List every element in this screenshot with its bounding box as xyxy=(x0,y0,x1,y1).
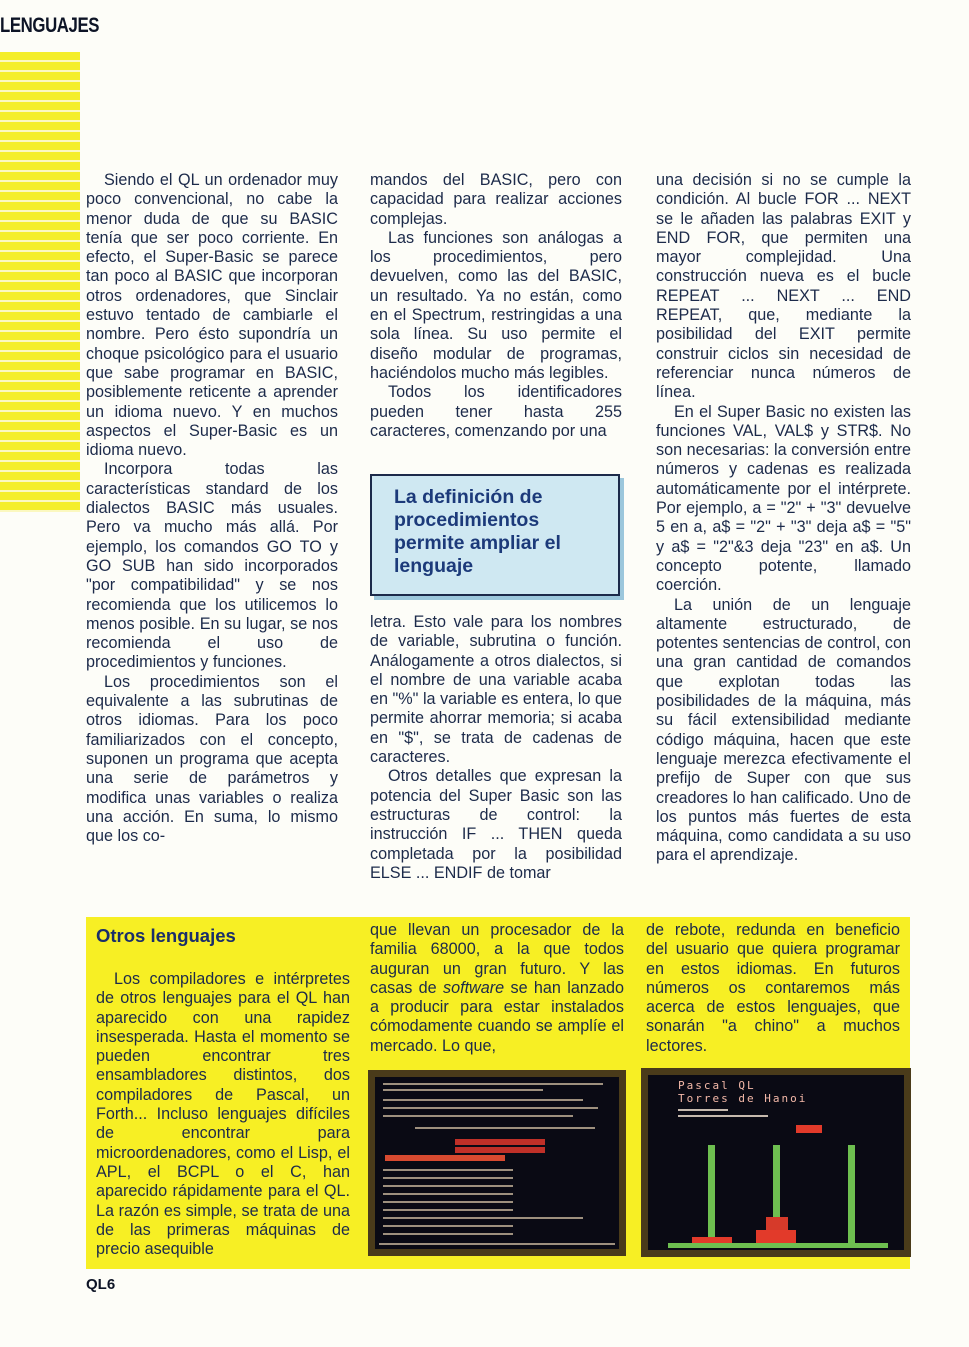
sidebar-column-2 xyxy=(370,921,624,1056)
paragraph: mandos del BASIC, pero con capacidad para realizar acciones complejas. xyxy=(370,171,622,228)
screen-text-line xyxy=(383,1099,583,1101)
screen-text-line xyxy=(379,1243,615,1245)
screen-highlight-bar xyxy=(385,1155,505,1161)
screen-highlight-bar xyxy=(455,1139,545,1145)
screen-text-line xyxy=(678,1115,768,1117)
hanoi-peg xyxy=(708,1145,715,1245)
screenshot-assembler-editor xyxy=(368,1070,626,1256)
screen-text-line xyxy=(415,1127,595,1129)
hanoi-disk xyxy=(796,1125,822,1133)
paragraph: Siendo el QL un ordenador muy poco convencional, no cabe la menor duda de que su BASIC tenía que ser poco corriente. En efecto, el Super-Basic se parece tan poco al BASIC que incorporan otros ordenadores, que Sinclair estuvo tentado de cambiarle el nombre. Pero ésto supondría un choque psicológico para el usuario que sabe programar en BASIC, posiblemente reticente a aprender un idioma nuevo. Y en muchos aspectos el Super-Basic es un idioma nuevo. xyxy=(86,171,338,460)
page-number: QL6 xyxy=(86,1276,116,1293)
hanoi-base xyxy=(668,1243,888,1248)
screen-text-line xyxy=(383,1115,573,1117)
sidebar-title: Otros lenguajes xyxy=(96,925,236,946)
screen-text-line xyxy=(383,1201,513,1203)
paragraph: Todos los identificadores pueden tener hasta 255 caracteres, comenzando por una xyxy=(370,383,622,440)
article-column-2-continued xyxy=(370,613,622,883)
paragraph: En el Super Basic no existen las funciones VAL, VAL$ y STR$. No son necesarias: la conversión entre números y cadenas es realizada automáticamente por el intérprete. Por ejemplo, a = "2" + "3" devuelve 5 en a, a$ = "2" + "3" deja a$ = "5" y a$ = "2"&3 deja "23" en a$. Un concepto potente, llamado coerción. xyxy=(656,402,911,595)
pullquote: La definición de procedimientos permite ampliar el lenguaje xyxy=(370,474,620,596)
sidebar-column-3 xyxy=(646,921,900,1056)
paragraph: Incorpora todas las características standard de los dialectos BASIC más usuales. Pero va mucho más allá. Por ejemplo, los comandos GO TO y GO SUB han sido incorporados "por compatibilidad" y se nos recomienda que los utilicemos lo menos posible. En su lugar, se nos recomienda el uso de procedimientos y funciones. xyxy=(86,460,338,672)
paragraph: de rebote, redunda en beneficio del usuario que quiera programar en estos idiomas. En futuros números os contaremos más acerca de estos lenguajes, que sonarán "a chino" a muchos lectores. xyxy=(646,921,900,1055)
screen-text-line xyxy=(383,1185,513,1187)
emphasis-software: software xyxy=(442,978,505,997)
screen-text-line xyxy=(383,1089,543,1091)
hanoi-disk xyxy=(756,1230,796,1243)
hanoi-peg xyxy=(848,1145,855,1245)
paragraph: Los procedimientos son el equivalente a las subrutinas de otros idiomas. Para los poco familiarizados con el concepto, suponen un programa que acepta una serie de parámetros y modifica unas variables o realiza una acción. En suma, lo mismo que los co- xyxy=(86,672,338,846)
screen-text-line xyxy=(383,1193,513,1195)
paragraph: Los compiladores e intérpretes de otros lenguajes para el QL han aparecido con una rapidez insesperada. Hasta el momento se pueden encontrar tres ensambladores distintos, dos compiladores de Pascal, un Forth... Incluso lenguajes difíciles de encontrar para microordenadores, como el Lisp, el APL, el BCPL o el C, han aparecido rápidamente para el QL. La razón es simple, se trata de una de las primeras máquinas de precio asequible xyxy=(96,970,350,1259)
screen-text-line xyxy=(383,1107,598,1109)
screenshot-towers-of-hanoi xyxy=(641,1068,911,1257)
article-column-3 xyxy=(656,171,911,866)
article-column-2 xyxy=(370,171,622,441)
paragraph: La unión de un lenguaje altamente estructurado, de potentes sentencias de control, con una gran cantidad de comandos que explotan todas las posibilidades de la máquina, más su fácil extensibilidad mediante código máquina, hacen que este lenguaje merezca efectivamente el prefijo de Super con que sus creadores lo han calificado. Uno de los puntos más fuertes de esta máquina, como candidata a su uso para el aprendizaje. xyxy=(656,595,911,865)
paragraph: una decisión si no se cumple la condición. Al bucle FOR ... NEXT se le añaden las palabras EXIT y END FOR, que permiten una mayor complejidad. Una construcción nueva es el bucle REPEAT ... NEXT ... END REPEAT, que, mediante la posibilidad del EXIT permite construir ciclos sin necesidad de referenciar nunca números de línea. xyxy=(656,171,911,402)
screen-text-line xyxy=(383,1177,513,1179)
screen-text-line xyxy=(383,1217,583,1219)
screen-text-line xyxy=(383,1225,513,1227)
screen-title xyxy=(678,1079,807,1105)
text-run: se han lanzado a producir para estar instalados cómodamente cuando se amplíe el mercado. Lo que, xyxy=(370,978,624,1055)
screen-text-line xyxy=(383,1083,603,1085)
text-run: que llevan un procesador de la familia 68000, a la que todos auguran un gran futuro. Y las casas de xyxy=(370,921,624,997)
screen-text-line xyxy=(383,1209,513,1211)
paragraph: Las funciones son análogas a los procedimientos, pero devuelven, como las del BASIC, un resultado. Ya no están, como en el Spectrum, restringidas a una sola línea. Su uso permite el diseño modular de programas, haciéndolos mucho más legibles. xyxy=(370,228,622,382)
sidebar-column-1 xyxy=(96,970,350,1259)
screen-title-line-2: Torres de Hanoi xyxy=(678,1092,808,1105)
yellow-stripe-decoration xyxy=(0,52,80,512)
paragraph: Otros detalles que expresan la potencia del Super Basic son las estructuras de control: la instrucción IF ... THEN queda completada por la posibilidad ELSE ... ENDIF de tomar xyxy=(370,767,622,882)
paragraph xyxy=(370,921,624,1056)
screen-title-line-1: Pascal QL xyxy=(678,1079,756,1092)
screen-text-line xyxy=(383,1233,513,1235)
screen-text-line xyxy=(383,1169,513,1171)
screen-text-line xyxy=(678,1109,728,1111)
screen-highlight-bar xyxy=(455,1147,545,1153)
article-column-1 xyxy=(86,171,338,846)
section-title: LENGUAJES xyxy=(0,14,100,37)
paragraph: letra. Esto vale para los nombres de variable, subrutina o función. Análogamente a otros dialectos, si el nombre de una variable acaba en "%" la variable es entera, lo que permite ahorrar memoria; si acaba en "$", se trata de cadenas de caracteres. xyxy=(370,613,622,767)
